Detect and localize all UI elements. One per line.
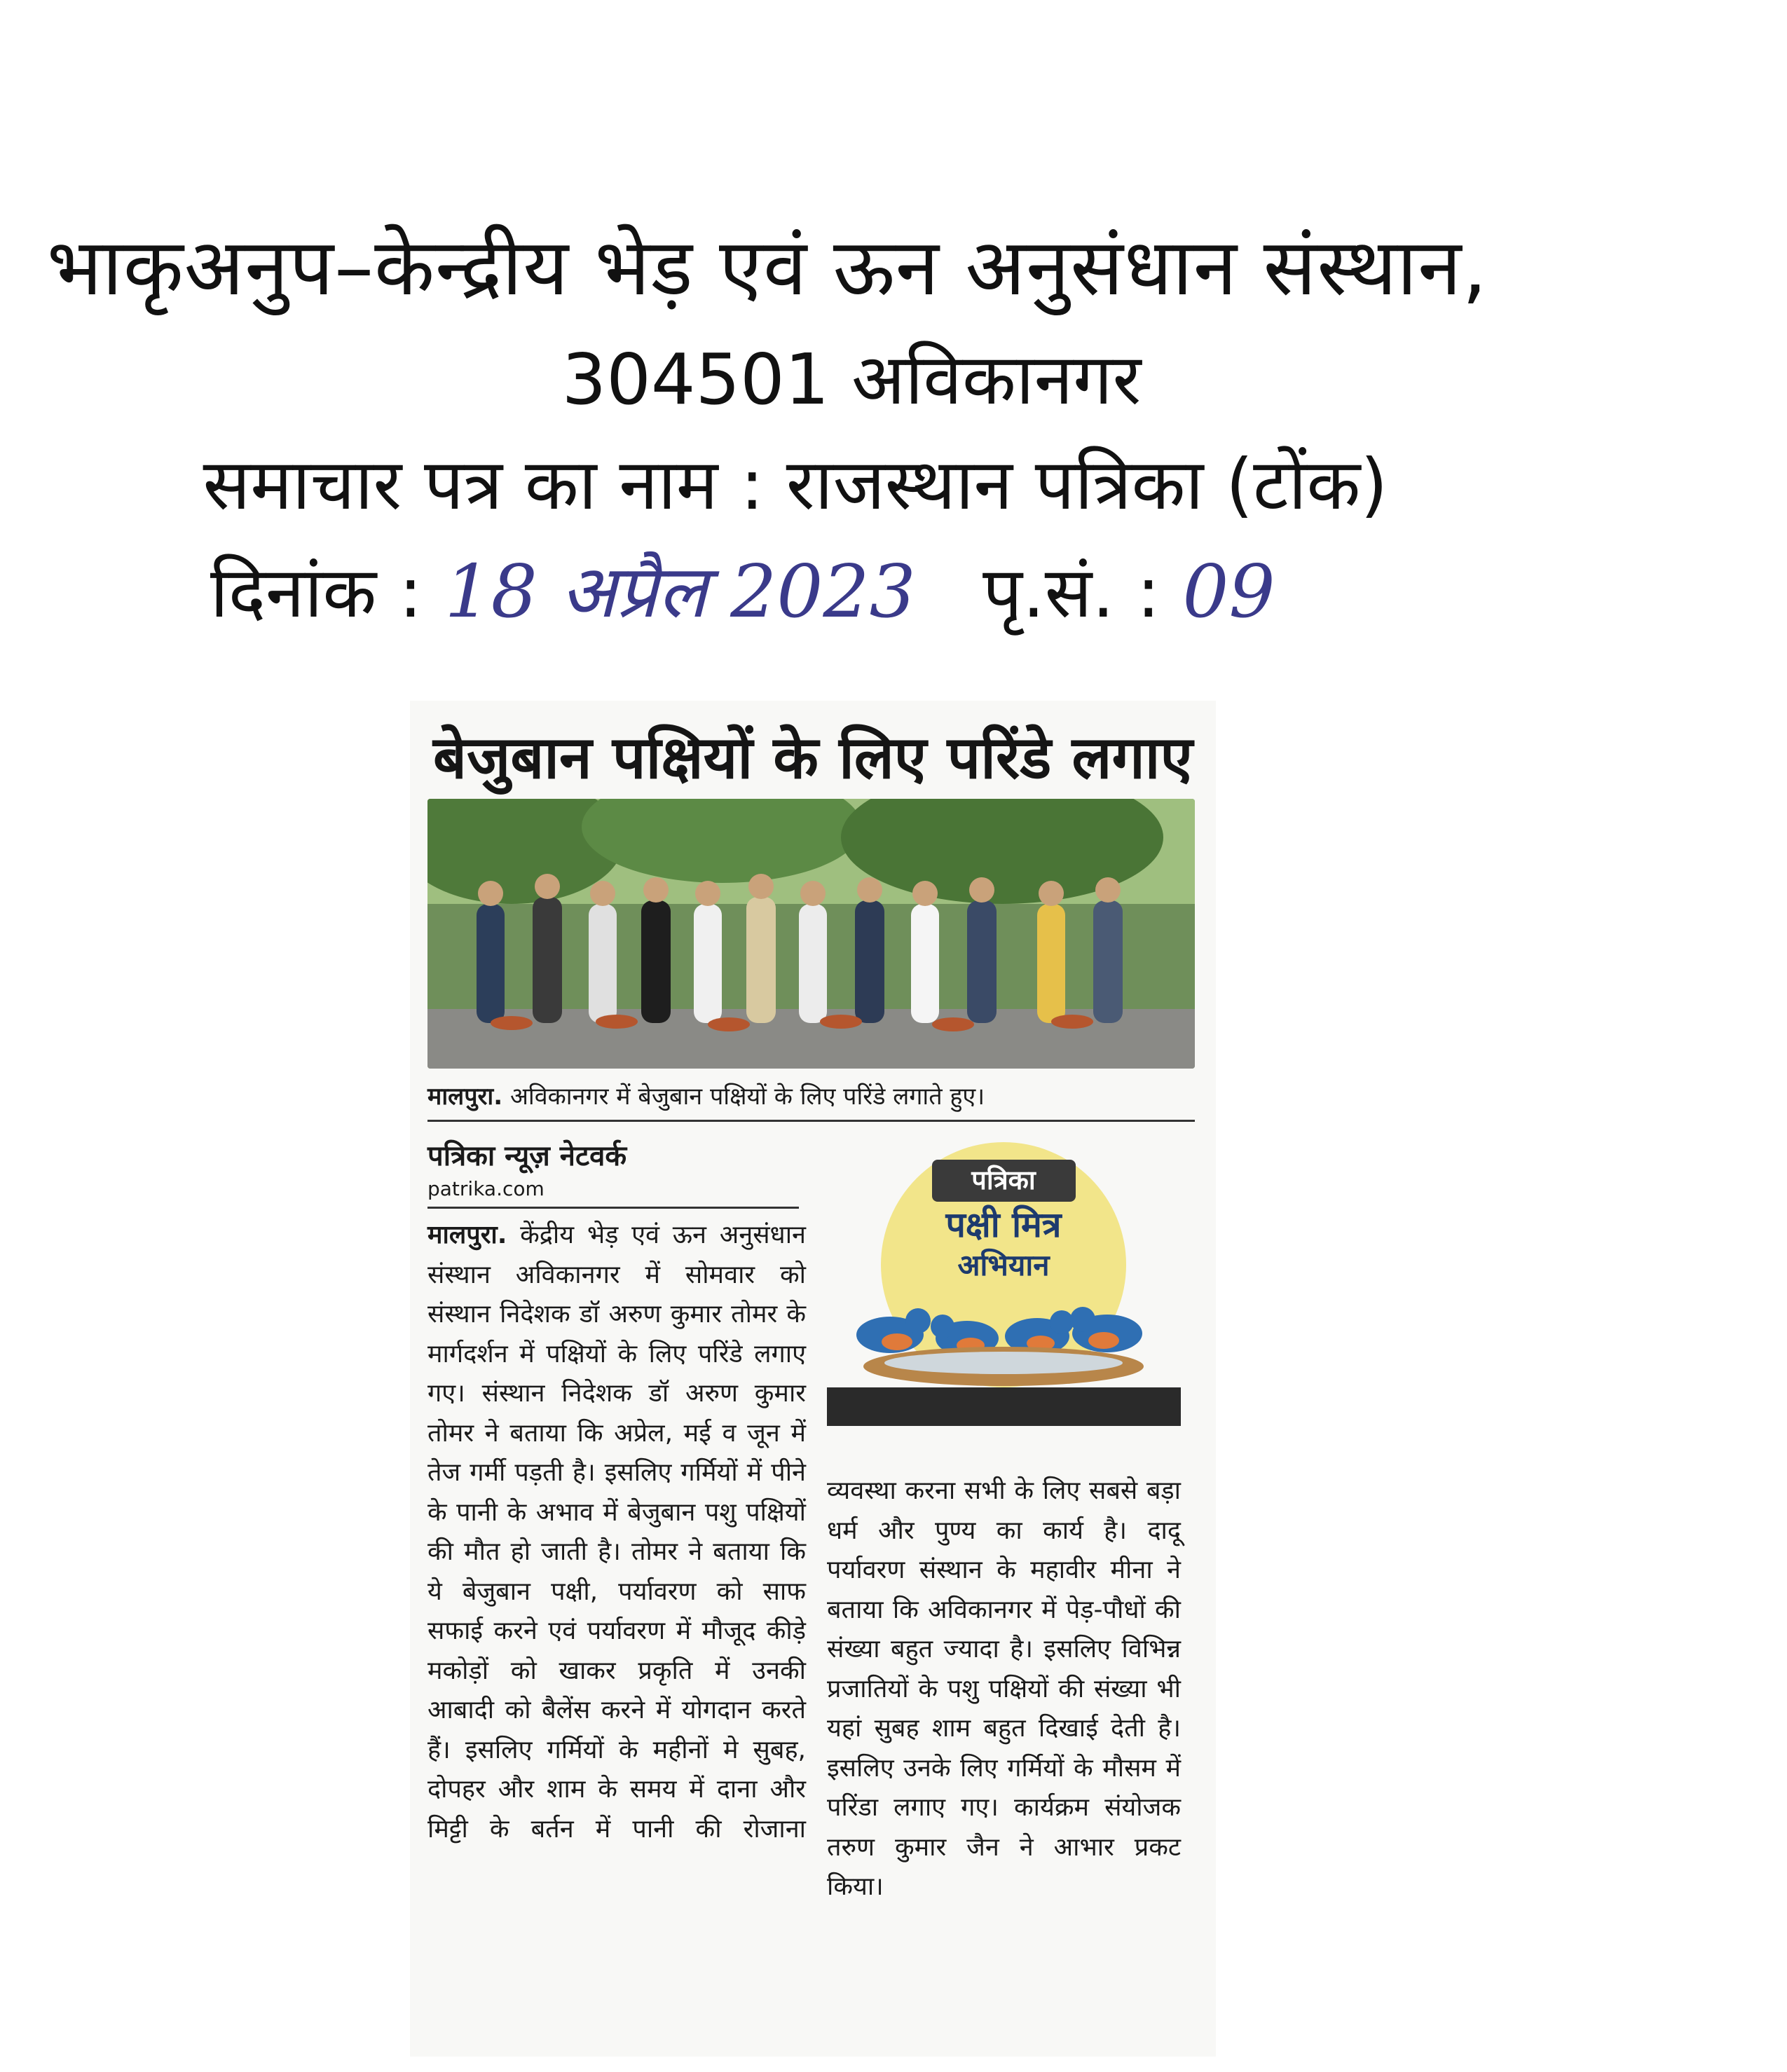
article-photo [427, 799, 1195, 1069]
logo-brand: पत्रिका [971, 1165, 1036, 1195]
article-headline: बेजुबान पक्षियों के लिए परिंडे लगाए [433, 723, 1193, 792]
caption-text: अविकानगर में बेजुबान पक्षियों के लिए परिंडे लगाते हुए। [502, 1083, 985, 1111]
campaign-logo [827, 1132, 1181, 1426]
page-label: पृ.सं. : [982, 551, 1160, 633]
group-photo-image [427, 799, 1195, 1069]
photo-caption [427, 1079, 1195, 1122]
date-value: 18 अप्रैल 2023 [444, 549, 916, 634]
byline: पत्रिका न्यूज़ नेटवर्क [427, 1140, 627, 1172]
logo-line2: अभियान [957, 1248, 1050, 1282]
institute-location: 304501 अविकानगर [561, 338, 1142, 420]
column-1-text: केंद्रीय भेड़ एवं ऊन अनुसंधान संस्थान अविकानगर में सोमवार को संस्थान निदेशक डॉ अरुण कुमार तोमर के मार्गदर्शन में पक्षियों के लिए परिंडे लगाए गए। संस्थान निदेशक डॉ अरुण कुमार तोमर ने बताया कि अप्रेल, मई व जून में तेज गर्मी पड़ती है। इसलिए गर्मियों में पीने के पानी के अभाव में बेजुबान पशु पक्षियों की मौत हो जाती है। तोमर ने बताया कि ये बेजुबान पक्षी, पर्यावरण को साफ सफाई करने एवं पर्यावरण में मौजूद कीड़े मकोड़ों को खाकर प्रकृति में उनकी आबादी को बैलेंस करने में योगदान करते हैं। इसलिए गर्मियों के महीनों मे सुबह, दोपहर और शाम के समय में दाना और मिट्टी के बर्तन में पानी की रोजाना [427, 1221, 806, 1844]
byline-rule [427, 1207, 799, 1209]
page-value: 09 [1182, 549, 1275, 634]
birds-on-water-bowl-icon [827, 1132, 1181, 1426]
dateline: मालपुरा. [427, 1221, 507, 1249]
article-column-2: व्यवस्था करना सभी के लिए सबसे बड़ा धर्म और पुण्य का कार्य है। दादू पर्यावरण संस्थान के महावीर मीना ने बताया कि अविकानगर में पेड़-पौधों की संख्या बहुत ज्यादा है। इसलिए विभिन्न प्रजातियों के पशु पक्षियों की संख्या भी यहां सुबह शाम बहुत दिखाई देती है। इसलिए उनके लिए गर्मियों के मौसम में परिंडा लगाए गए। कार्यक्रम संयोजक तरुण कुमार जैन ने आभार प्रकट किया। [827, 1476, 1181, 1901]
newspaper-name: समाचार पत्र का नाम : राजस्थान पत्रिका (टोंक) [203, 444, 1388, 526]
caption-place: मालपुरा. [427, 1083, 503, 1111]
site-url: patrika.com [427, 1177, 545, 1200]
news-clipping [410, 701, 1216, 2057]
article-column-1 [427, 1216, 806, 1849]
date-label: दिनांक : [210, 551, 423, 633]
logo-line1: पक्षी मित्र [945, 1205, 1062, 1245]
institute-name: भाकृअनुप–केन्द्रीय भेड़ एवं ऊन अनुसंधान संस्थान, [47, 222, 1488, 313]
date-page-line [210, 540, 1275, 638]
